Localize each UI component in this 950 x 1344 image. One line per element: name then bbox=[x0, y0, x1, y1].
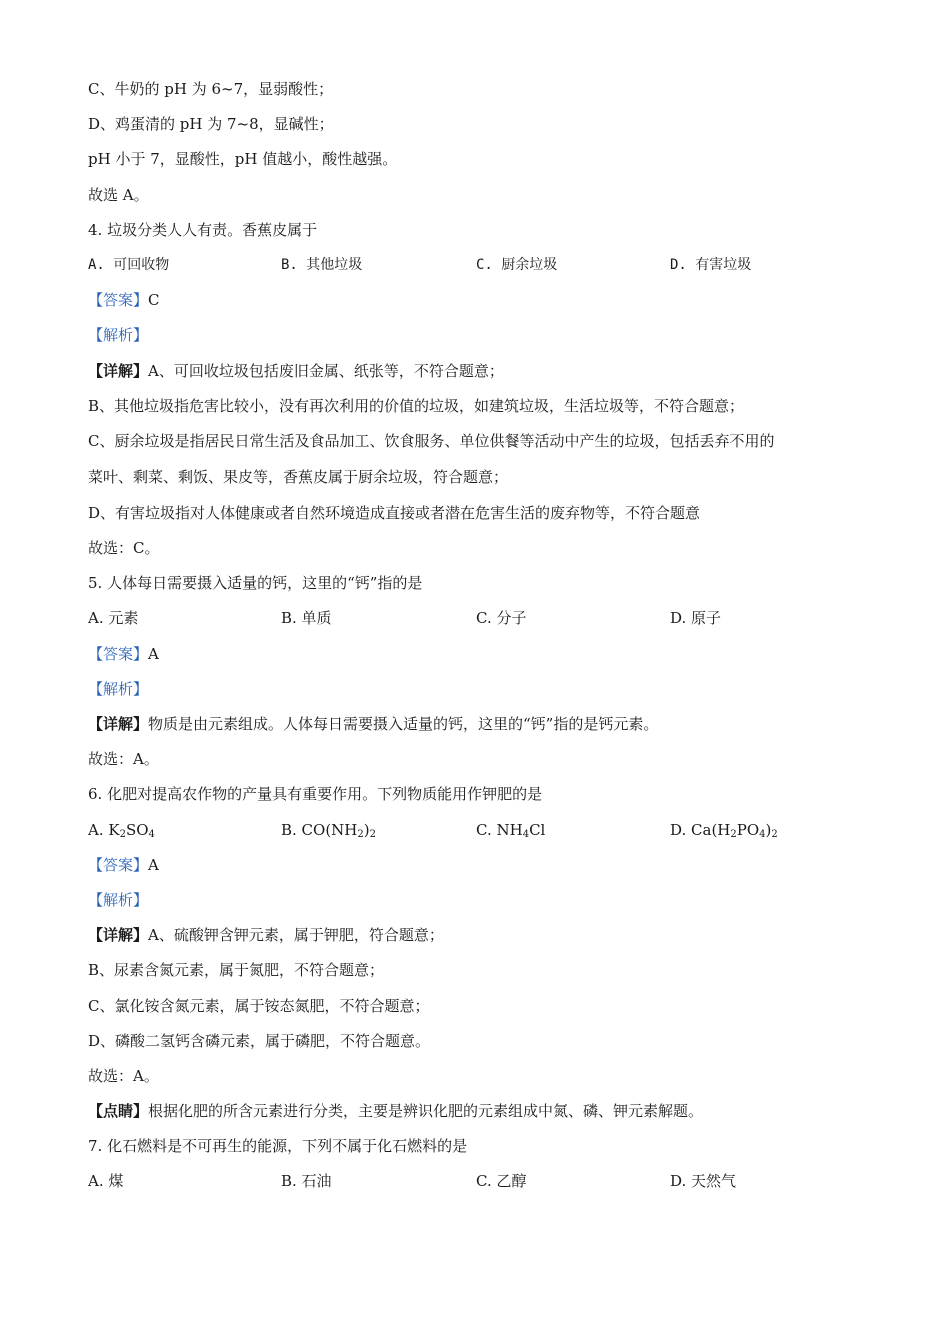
detail-text: 物质是由元素组成。人体每日需要摄入适量的钙，这里的“钙”指的是钙元素。 bbox=[148, 715, 659, 733]
detail-line bbox=[88, 918, 868, 953]
text-line: D、有害垃圾指对人体健康或者自然环境造成直接或者潜在危害生活的废弃物等，不符合题意 bbox=[88, 503, 701, 522]
option-c: C. 厨余垃圾 bbox=[476, 256, 558, 273]
option-a: A. 可回收物 bbox=[88, 256, 170, 273]
text-line: C、牛奶的 pH 为 6~7，显弱酸性； bbox=[88, 80, 334, 98]
text-line: 故选：A。 bbox=[88, 750, 159, 769]
analysis-tag: 【解析】 bbox=[88, 679, 149, 698]
option-d: D. 有害垃圾 bbox=[670, 256, 752, 273]
answer-value: A bbox=[148, 855, 159, 874]
detail-text: A、硫酸钾含钾元素，属于钾肥，符合题意； bbox=[148, 926, 444, 945]
option-b: B. 单质 bbox=[281, 609, 332, 628]
text-line: 故选：C。 bbox=[88, 539, 160, 558]
detail-tag: 【详解】 bbox=[88, 361, 149, 380]
text-line: D、磷酸二氢钙含磷元素，属于磷肥，不符合题意。 bbox=[88, 1031, 431, 1050]
detail-tag: 【详解】 bbox=[88, 715, 149, 733]
answer-tag: 【答案】 bbox=[88, 291, 149, 310]
question-6-options bbox=[88, 813, 868, 848]
option-b: B. 其他垃圾 bbox=[281, 256, 363, 273]
tip-tag: 【点睛】 bbox=[88, 1102, 149, 1121]
detail-line bbox=[88, 354, 868, 389]
answer-line bbox=[88, 283, 868, 318]
text-line: pH 小于 7，显酸性，pH 值越小，酸性越强。 bbox=[88, 150, 398, 169]
answer-value: C bbox=[148, 291, 160, 310]
tip-line bbox=[88, 1094, 868, 1129]
text-line: B、其他垃圾指危害比较小，没有再次利用的价值的垃圾，如建筑垃圾，生活垃圾等，不符合题意； bbox=[88, 396, 745, 415]
text-line: C、厨余垃圾是指居民日常生活及食品加工、饮食服务、单位供餐等活动中产生的垃圾，包括丢弃不用的 bbox=[88, 431, 775, 450]
option-d: D. 天然气 bbox=[670, 1172, 737, 1191]
option-c: C. 乙醇 bbox=[476, 1172, 527, 1191]
answer-value: A bbox=[148, 644, 159, 663]
text-line: D、鸡蛋清的 pH 为 7~8，显碱性； bbox=[88, 115, 334, 134]
question-7-stem: 7. 化石燃料是不可再生的能源，下列不属于化石燃料的是 bbox=[88, 1137, 468, 1156]
text-line: 故选：A。 bbox=[88, 1066, 159, 1085]
question-4-options bbox=[88, 248, 868, 283]
analysis-tag: 【解析】 bbox=[88, 890, 149, 909]
option-a: A. 煤 bbox=[88, 1172, 124, 1191]
text-line: C、氯化铵含氮元素，属于铵态氮肥，不符合题意； bbox=[88, 996, 430, 1015]
detail-text: A、可回收垃圾包括废旧金属、纸张等，不符合题意； bbox=[148, 361, 504, 380]
question-5-stem: 5. 人体每日需要摄入适量的钙，这里的“钙”指的是 bbox=[88, 574, 423, 593]
question-6-stem: 6. 化肥对提高农作物的产量具有重要作用。下列物质能用作钾肥的是 bbox=[88, 785, 543, 804]
question-5-options bbox=[88, 601, 868, 636]
answer-line bbox=[88, 637, 868, 672]
option-b: B. 石油 bbox=[281, 1172, 332, 1191]
option-c: C. $NH_4Cl$ bbox=[476, 820, 546, 840]
detail-tag: 【详解】 bbox=[88, 926, 149, 945]
option-d: D. $Ca(H_2PO_4)_2$ bbox=[670, 820, 778, 840]
answer-line bbox=[88, 848, 868, 883]
option-a: A. 元素 bbox=[88, 609, 139, 628]
text-line: 菜叶、剩菜、剩饭、果皮等，香蕉皮属于厨余垃圾，符合题意； bbox=[88, 467, 509, 486]
tip-text: 根据化肥的所含元素进行分类，主要是辨识化肥的元素组成中氮、磷、钾元素解题。 bbox=[148, 1102, 704, 1121]
text-line: 故选 A。 bbox=[88, 185, 149, 204]
answer-tag: 【答案】 bbox=[88, 644, 149, 663]
analysis-tag: 【解析】 bbox=[88, 326, 149, 345]
question-7-options bbox=[88, 1164, 868, 1199]
option-c: C. 分子 bbox=[476, 609, 527, 628]
detail-line bbox=[88, 707, 868, 742]
option-b: B. $CO(NH_2)_2$ bbox=[281, 820, 377, 840]
text-line: B、尿素含氮元素，属于氮肥，不符合题意； bbox=[88, 961, 385, 980]
question-4-stem: 4. 垃圾分类人人有责。香蕉皮属于 bbox=[88, 220, 318, 239]
option-d: D. 原子 bbox=[670, 609, 722, 628]
answer-tag: 【答案】 bbox=[88, 855, 149, 874]
option-a: A. $K_2SO_4$ bbox=[88, 820, 155, 840]
document-page bbox=[88, 72, 868, 1200]
